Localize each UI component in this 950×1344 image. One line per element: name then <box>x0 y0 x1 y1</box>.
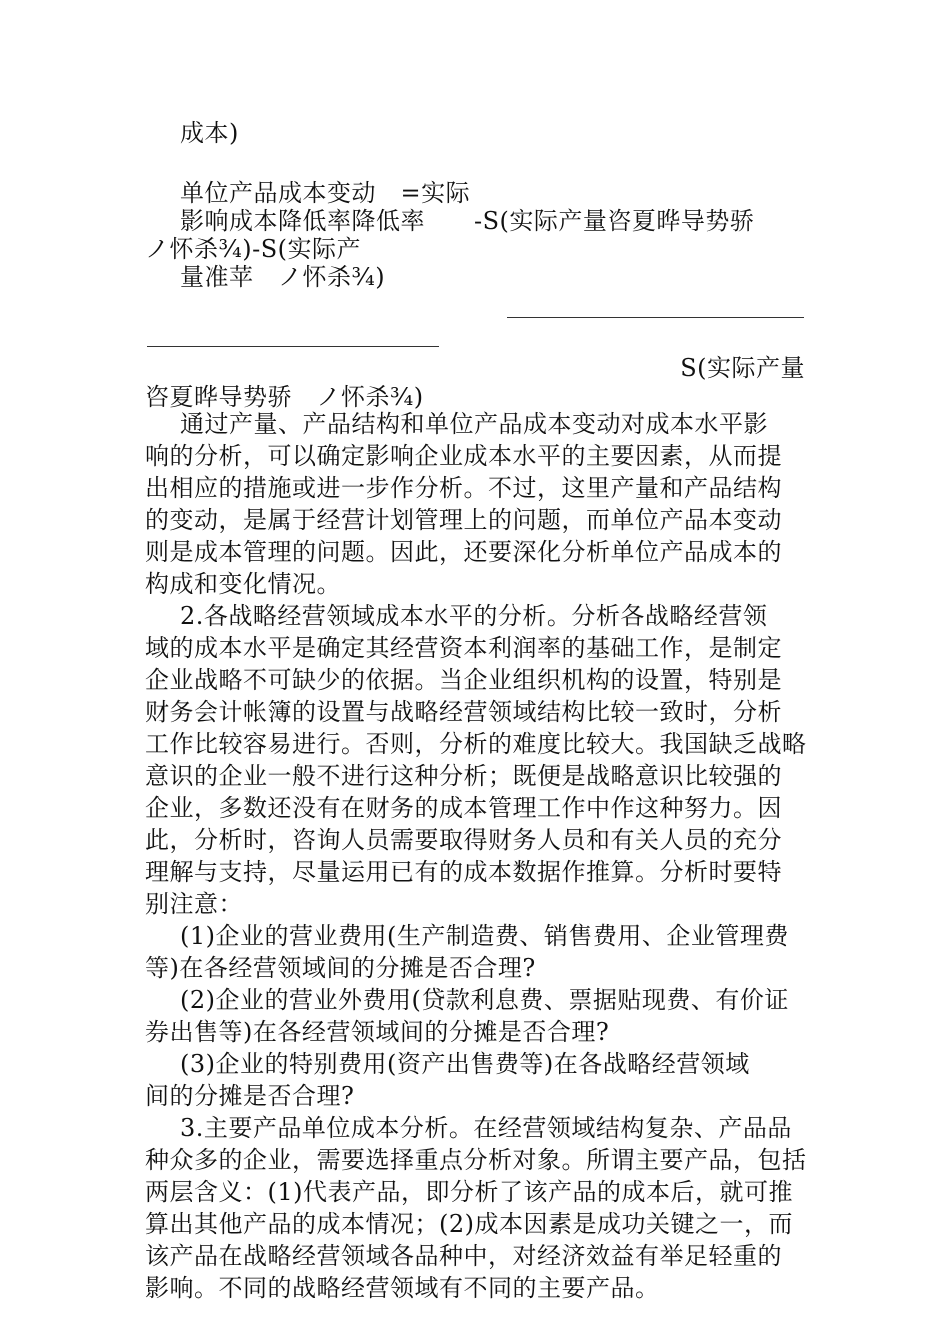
paragraph-line: 2.各战略经营领域成本水平的分析。分析各战略经营领 <box>180 602 768 630</box>
paragraph-line: 工作比较容易进行。否则，分析的难度比较大。我国缺乏战略 <box>145 730 807 758</box>
paragraph-line: 等)在各经营领域间的分摊是否合理? <box>145 954 536 982</box>
formula-line: 咨夏晔导势骄 ノ怀杀¾) <box>145 383 424 411</box>
paragraph-line: 3.主要产品单位成本分析。在经营领域结构复杂、产品品 <box>180 1114 792 1142</box>
paragraph-line: 意识的企业一般不进行这种分析；既便是战略意识比较强的 <box>145 762 782 790</box>
paragraph-line: 财务会计帐簿的设置与战略经营领域结构比较一致时，分析 <box>145 698 782 726</box>
paragraph-line: 算出其他产品的成本情况；(2)成本因素是成功关键之一，而 <box>145 1210 793 1238</box>
formula-line: 单位产品成本变动 =实际 <box>180 179 471 207</box>
paragraph-line: 通过产量、产品结构和单位产品成本变动对成本水平影 <box>180 410 768 438</box>
paragraph-line: 别注意： <box>145 890 243 918</box>
paragraph-line: 该产品在战略经营领域各品种中，对经济效益有举足轻重的 <box>145 1242 782 1270</box>
formula-line: ノ怀杀¾)-S(实际产 <box>145 235 362 263</box>
formula-line: 成本) <box>180 119 239 147</box>
paragraph-line: 域的成本水平是确定其经营资本利润率的基础工作，是制定 <box>145 634 782 662</box>
paragraph-line: 企业，多数还没有在财务的成本管理工作中作这种努力。因 <box>145 794 782 822</box>
paragraph-line: 影响。不同的战略经营领域有不同的主要产品。 <box>145 1274 660 1302</box>
paragraph-line: (3)企业的特别费用(资产出售费等)在各战略经营领域 <box>180 1050 750 1078</box>
paragraph-line: 种众多的企业，需要选择重点分析对象。所谓主要产品，包括 <box>145 1146 807 1174</box>
paragraph-line: (2)企业的营业外费用(贷款利息费、票据贴现费、有价证 <box>180 986 789 1014</box>
formula-line: S(实际产量 <box>680 354 805 382</box>
paragraph-line: 企业战略不可缺少的依据。当企业组织机构的设置，特别是 <box>145 666 782 694</box>
paragraph-line: 的变动，是属于经营计划管理上的问题，而单位产品本变动 <box>145 506 782 534</box>
paragraph-line: 券出售等)在各经营领域间的分摊是否合理? <box>145 1018 610 1046</box>
paragraph-line: 则是成本管理的问题。因此，还要深化分析单位产品成本的 <box>145 538 782 566</box>
paragraph-line: 构成和变化情况。 <box>145 570 341 598</box>
fraction-rule <box>507 317 804 318</box>
paragraph-line: 理解与支持，尽量运用已有的成本数据作推算。分析时要特 <box>145 858 782 886</box>
paragraph-line: 出相应的措施或进一步作分析。不过，这里产量和产品结构 <box>145 474 782 502</box>
paragraph-line: 两层含义：(1)代表产品，即分析了该产品的成本后，就可推 <box>145 1178 793 1206</box>
formula-line: 影响成本降低率降低率 -S(实际产量咨夏晔导势骄 <box>180 207 755 235</box>
paragraph-line: 间的分摊是否合理? <box>145 1082 355 1110</box>
formula-line: 量准苹 ノ怀杀¾) <box>180 263 386 291</box>
paragraph-line: 响的分析，可以确定影响企业成本水平的主要因素，从而提 <box>145 442 782 470</box>
paragraph-line: (1)企业的营业费用(生产制造费、销售费用、企业管理费 <box>180 922 789 950</box>
paragraph-line: 此，分析时，咨询人员需要取得财务人员和有关人员的充分 <box>145 826 782 854</box>
fraction-rule <box>147 346 439 347</box>
